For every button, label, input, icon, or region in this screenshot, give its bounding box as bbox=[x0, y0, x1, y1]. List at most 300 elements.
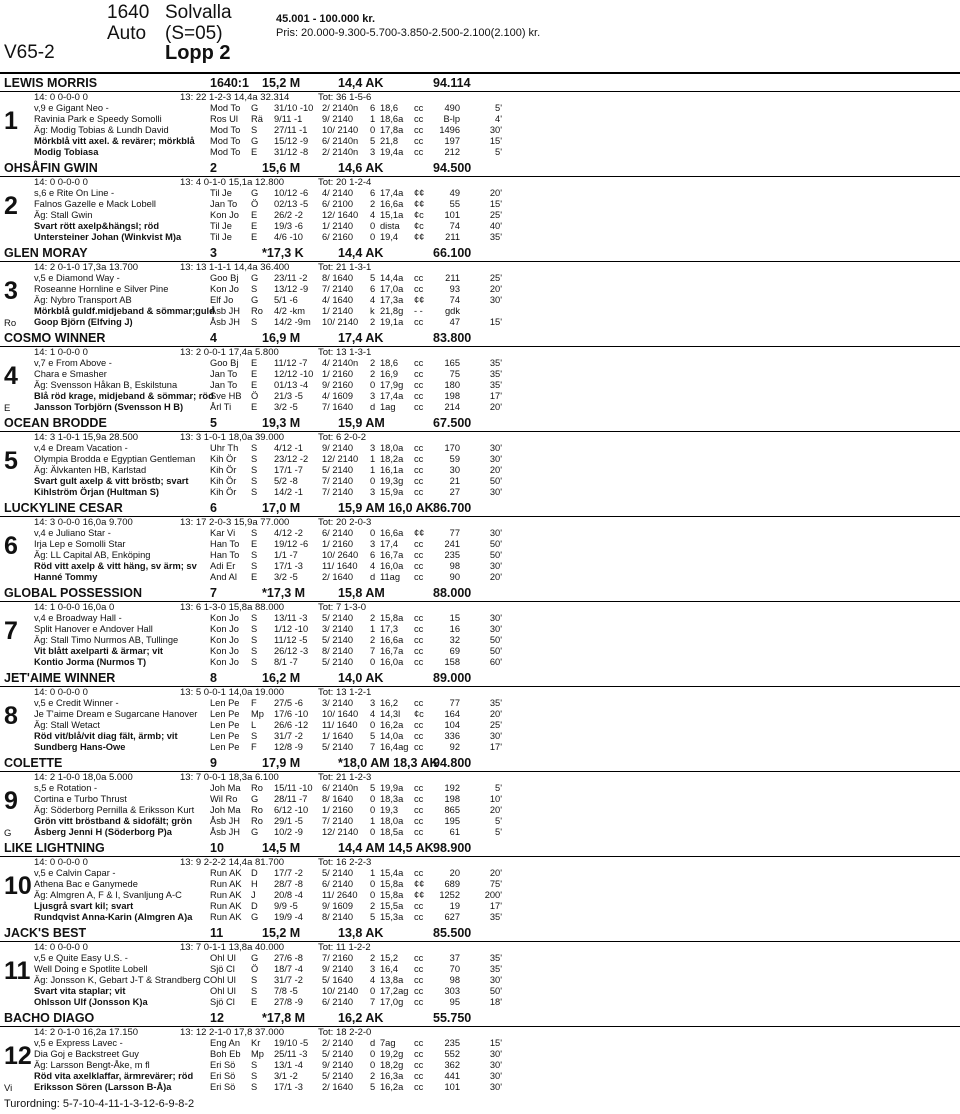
race-line-cell: Ljusgrå svart kil; svart bbox=[34, 901, 134, 911]
race-line-cell: Äg: Stall Timo Nurmos AB, Tullinge bbox=[34, 635, 179, 645]
race-line-cell: 31/7 -2 bbox=[274, 731, 303, 741]
total-earnings: 86.700 bbox=[433, 501, 472, 515]
start-number: 3 bbox=[4, 277, 18, 305]
race-line-cell: 20' bbox=[489, 402, 502, 412]
race-line-cell: F bbox=[251, 698, 257, 708]
race-line-cell: 15' bbox=[489, 1038, 502, 1048]
race-number: Lopp 2 bbox=[165, 42, 231, 64]
race-line-cell: cc bbox=[414, 273, 424, 283]
race-line bbox=[0, 136, 960, 147]
race-line-cell: ¢¢ bbox=[414, 232, 425, 242]
race-line-cell: 18,6 bbox=[380, 103, 399, 113]
race-line-cell: Äg: Modig Tobias & Lundh David bbox=[34, 125, 169, 135]
race-line-cell: Röd vit/blå/vit diag fält, ärmb; vit bbox=[34, 731, 178, 741]
race-line-cell: 5 bbox=[370, 136, 376, 146]
race-line-cell: Svart gult axelp & vitt bröstb; svart bbox=[34, 476, 189, 486]
race-line-cell: 13/1 -4 bbox=[274, 1060, 303, 1070]
race-line-cell: 12/12 -10 bbox=[274, 369, 314, 379]
race-line-cell: 60' bbox=[489, 657, 502, 667]
race-line-cell: 77 bbox=[449, 698, 460, 708]
race-line-cell: 0 bbox=[370, 221, 376, 231]
race-line-cell: cc bbox=[414, 698, 424, 708]
race-line-cell: 16,4 bbox=[380, 964, 399, 974]
race-line-cell: E bbox=[251, 997, 258, 1007]
race-line-cell: Eri Sö bbox=[210, 1082, 236, 1092]
race-line-cell: 2/ 2140 bbox=[322, 1038, 354, 1048]
race-line bbox=[0, 975, 960, 986]
race-line-cell: 30' bbox=[489, 295, 502, 305]
race-line-cell: 235 bbox=[444, 550, 460, 560]
race-line-cell: 1496 bbox=[439, 125, 460, 135]
race-line-cell: Ö bbox=[251, 391, 259, 401]
start-number: 1 bbox=[4, 107, 18, 135]
race-line-cell: Röd vita axelklaffar, ärmrevärer; röd bbox=[34, 1071, 194, 1081]
race-line-cell: Åsb JH bbox=[210, 306, 240, 316]
race-line-cell: cc bbox=[414, 646, 424, 656]
post-position: 10 bbox=[210, 841, 224, 855]
game-type: V65-2 bbox=[4, 42, 55, 63]
race-line-cell: cc bbox=[414, 805, 424, 815]
race-line-cell: 0 bbox=[370, 1049, 376, 1059]
race-line-cell: 20' bbox=[489, 284, 502, 294]
race-line-cell: Kih Ör bbox=[210, 465, 237, 475]
race-line-cell: cc bbox=[414, 136, 424, 146]
race-line-cell: E bbox=[251, 210, 258, 220]
race-line-cell: 4/6 -10 bbox=[274, 232, 303, 242]
race-line-cell: Rä bbox=[251, 114, 263, 124]
horse-entry bbox=[0, 246, 960, 331]
race-line-cell: 18/7 -4 bbox=[274, 964, 303, 974]
race-line-cell: 4 bbox=[370, 210, 376, 220]
race-line-cell: 9/ 2140 bbox=[322, 1060, 354, 1070]
race-line-cell: 30' bbox=[489, 613, 502, 623]
stats-last-year: 13: 3 1-0-1 18,0a 39.000 bbox=[180, 432, 285, 443]
race-line-cell: Röd vitt axelp & vitt häng, sv ärm; sv bbox=[34, 561, 197, 571]
race-line-cell: 8/1 -7 bbox=[274, 657, 298, 667]
race-line-cell: cc bbox=[414, 454, 424, 464]
record-time: 14,4 AM 14,5 AK bbox=[338, 841, 434, 855]
race-line-cell: 17,3 bbox=[380, 624, 399, 634]
race-line-cell: 8/ 1640 bbox=[322, 794, 354, 804]
race-line-cell: 30' bbox=[489, 975, 502, 985]
race-line-cell: 0 bbox=[370, 1060, 376, 1070]
race-line-cell: S bbox=[251, 731, 258, 741]
race-line-cell: 17,4a bbox=[380, 391, 404, 401]
stats-last-year: 13: 22 1-2-3 14,4a 32.314 bbox=[180, 92, 290, 103]
race-line-cell: Elf Jo bbox=[210, 295, 234, 305]
race-line bbox=[0, 868, 960, 879]
shoe-info: Ro bbox=[4, 318, 17, 329]
race-line-cell: 3 bbox=[370, 698, 376, 708]
race-line-cell: Til Je bbox=[210, 221, 232, 231]
race-line-cell: 16,0a bbox=[380, 657, 404, 667]
race-line-cell: 5' bbox=[495, 816, 502, 826]
race-line-cell: 3/2 -5 bbox=[274, 402, 298, 412]
race-line-cell: 1/ 1640 bbox=[322, 731, 354, 741]
race-line-cell: 1/ 2160 bbox=[322, 805, 354, 815]
race-line bbox=[0, 199, 960, 210]
race-line-cell: Hanné Tommy bbox=[34, 572, 98, 582]
race-line-cell: 10/12 -6 bbox=[274, 188, 309, 198]
race-line-cell: 18,5a bbox=[380, 827, 404, 837]
race-line-cell: Kontio Jorma (Nurmos T) bbox=[34, 657, 147, 667]
race-line-cell: 20/8 -4 bbox=[274, 890, 303, 900]
race-line-cell: Kon Jo bbox=[210, 657, 239, 667]
race-line-cell: 77 bbox=[449, 528, 460, 538]
race-line-cell: Modig Tobiasa bbox=[34, 147, 99, 157]
record-time: 16,2 AK bbox=[338, 1011, 384, 1025]
race-line-cell: 16,6a bbox=[380, 528, 404, 538]
start-number: 4 bbox=[4, 362, 18, 390]
race-line-cell: 5/ 2140 bbox=[322, 868, 354, 878]
race-line-cell: 30' bbox=[489, 125, 502, 135]
race-line-cell: 17,3a bbox=[380, 295, 404, 305]
race-line bbox=[0, 720, 960, 731]
race-line bbox=[0, 273, 960, 284]
race-line-cell: F bbox=[251, 742, 257, 752]
race-line-cell: 5/1 -6 bbox=[274, 295, 298, 305]
race-line-cell: 27/11 -1 bbox=[274, 125, 308, 135]
race-line-cell: Ohl Ul bbox=[210, 975, 236, 985]
start-number: 10 bbox=[4, 872, 32, 900]
race-line-cell: S bbox=[251, 657, 258, 667]
race-line-cell: 35' bbox=[489, 380, 502, 390]
race-line-cell: Svart vita staplar; vit bbox=[34, 986, 126, 996]
race-line-cell: Ro bbox=[251, 805, 263, 815]
horse-entry bbox=[0, 1011, 960, 1096]
race-line-cell: 20' bbox=[489, 188, 502, 198]
race-line-cell: Mp bbox=[251, 1049, 264, 1059]
best-time: 16,9 M bbox=[262, 331, 301, 345]
race-line-cell: 1/ 2160 bbox=[322, 539, 354, 549]
stats-row bbox=[0, 517, 960, 528]
race-line-cell: S bbox=[251, 476, 258, 486]
race-line-cell: 74 bbox=[449, 295, 460, 305]
race-line-cell: G bbox=[251, 273, 259, 283]
race-line-cell: cc bbox=[414, 816, 424, 826]
record-time: 14,4 AK bbox=[338, 246, 384, 260]
race-line-cell: 14,3l bbox=[380, 709, 401, 719]
race-line-cell: 101 bbox=[444, 1082, 460, 1092]
race-line bbox=[0, 953, 960, 964]
race-line-cell: Mörkblå guldf.midjeband & sömmar;guld bbox=[34, 306, 215, 316]
race-line-cell: Äg: Stall Wetact bbox=[34, 720, 100, 730]
race-line-cell: v,5 e Diamond Way - bbox=[34, 273, 120, 283]
race-line-cell: Len Pe bbox=[210, 731, 240, 741]
horse-name: GLOBAL POSSESSION bbox=[4, 586, 142, 600]
race-line-cell: 9/ 2140 bbox=[322, 964, 354, 974]
race-line-cell: Kih Ör bbox=[210, 487, 237, 497]
race-line-cell: 75' bbox=[489, 879, 502, 889]
race-line bbox=[0, 295, 960, 306]
horse-entry bbox=[0, 416, 960, 501]
race-line-cell: Mod To bbox=[210, 103, 241, 113]
stats-current-year: 14: 0 0-0-0 0 bbox=[34, 687, 88, 698]
race-line-cell: 26/2 -2 bbox=[274, 210, 303, 220]
race-line-cell: Jansson Torbjörn (Svensson H B) bbox=[34, 402, 184, 412]
post-position: 3 bbox=[210, 246, 217, 260]
race-line-cell: Untersteiner Johan (Winkvist M)a bbox=[34, 232, 182, 242]
race-line bbox=[0, 624, 960, 635]
race-line-cell: Mp bbox=[251, 709, 264, 719]
race-line-cell: G bbox=[251, 953, 259, 963]
start-number: 7 bbox=[4, 617, 18, 645]
race-line-cell: G bbox=[251, 188, 259, 198]
race-line-cell: 13,8a bbox=[380, 975, 404, 985]
race-line-cell: cc bbox=[414, 1038, 424, 1048]
post-position: 6 bbox=[210, 501, 217, 515]
race-line bbox=[0, 369, 960, 380]
race-line-cell: 16,7a bbox=[380, 646, 404, 656]
record-time: 17,4 AK bbox=[338, 331, 384, 345]
race-line-cell: 6/12 -10 bbox=[274, 805, 309, 815]
race-line-cell: D bbox=[251, 868, 258, 878]
race-line-cell: 195 bbox=[444, 816, 460, 826]
race-line-cell: 0 bbox=[370, 827, 376, 837]
race-line-cell: 16,2a bbox=[380, 720, 404, 730]
race-line-cell: 1 bbox=[370, 816, 376, 826]
race-line-cell: 3 bbox=[370, 964, 376, 974]
race-line-cell: 93 bbox=[449, 284, 460, 294]
race-line-cell: Eri Sö bbox=[210, 1060, 236, 1070]
race-line-cell: 12/8 -9 bbox=[274, 742, 303, 752]
race-line-cell: 18,0a bbox=[380, 443, 404, 453]
race-line-cell: Kon Jo bbox=[210, 210, 239, 220]
race-line bbox=[0, 635, 960, 646]
race-line-cell: 3/ 2140 bbox=[322, 698, 354, 708]
race-line-cell: S bbox=[251, 646, 258, 656]
race-line-cell: E bbox=[251, 572, 258, 582]
race-line-cell: Kon Jo bbox=[210, 646, 239, 656]
race-line bbox=[0, 816, 960, 827]
total-earnings: 89.000 bbox=[433, 671, 472, 685]
race-line-cell: Åsberg Jenni H (Söderborg P)a bbox=[34, 827, 172, 837]
horse-title-row bbox=[0, 331, 960, 347]
race-line-cell: 31/10 -10 bbox=[274, 103, 314, 113]
race-line-cell: 2 bbox=[370, 317, 376, 327]
race-line-cell: S bbox=[251, 561, 258, 571]
race-line-cell: 17,8a bbox=[380, 125, 404, 135]
race-line-cell: 19,2g bbox=[380, 1049, 404, 1059]
horse-title-row bbox=[0, 416, 960, 432]
start-number: 5 bbox=[4, 447, 18, 475]
race-line-cell: 10' bbox=[489, 794, 502, 804]
race-line-cell: 19,3 bbox=[380, 805, 399, 815]
race-line bbox=[0, 147, 960, 158]
horse-name: OCEAN BRODDE bbox=[4, 416, 107, 430]
race-line-cell: 30' bbox=[489, 443, 502, 453]
distance: 1640 bbox=[107, 2, 150, 23]
race-line-cell: 164 bbox=[444, 709, 460, 719]
race-line-cell: Len Pe bbox=[210, 742, 240, 752]
race-line-cell: 7/ 2140 bbox=[322, 816, 354, 826]
race-line-cell: 192 bbox=[444, 783, 460, 793]
race-line-cell: 90 bbox=[449, 572, 460, 582]
race-line-cell: 16,7a bbox=[380, 550, 404, 560]
race-line-cell: Athena Bac e Ganymede bbox=[34, 879, 138, 889]
horse-title-row bbox=[0, 161, 960, 177]
race-line-cell: Eri Sö bbox=[210, 1071, 236, 1081]
race-line-cell: 15' bbox=[489, 136, 502, 146]
race-line-cell: G bbox=[251, 295, 259, 305]
race-line-cell: 3/2 -5 bbox=[274, 572, 298, 582]
prize-list: Pris: 20.000-9.300-5.700-3.850-2.500-2.100(2.100) kr. bbox=[276, 27, 541, 39]
start-number: 8 bbox=[4, 702, 18, 730]
stats-last-year: 13: 4 0-1-0 15,1a 12.800 bbox=[180, 177, 285, 188]
race-line bbox=[0, 125, 960, 136]
stats-total: Tot: 7 1-3-0 bbox=[318, 602, 367, 613]
race-line-cell: 6/ 2160 bbox=[322, 232, 354, 242]
race-line-cell: 3 bbox=[370, 391, 376, 401]
race-line-cell: 17/1 -3 bbox=[274, 561, 303, 571]
race-line-cell: cc bbox=[414, 731, 424, 741]
race-line-cell: 7 bbox=[370, 646, 376, 656]
race-line-cell: 1/ 2160 bbox=[322, 369, 354, 379]
race-line-cell: Ros Ul bbox=[210, 114, 238, 124]
race-line-cell: D bbox=[251, 901, 258, 911]
total-earnings: 85.500 bbox=[433, 926, 472, 940]
race-line-cell: 4' bbox=[495, 114, 502, 124]
horse-title-row bbox=[0, 756, 960, 772]
race-line-cell: 25' bbox=[489, 273, 502, 283]
race-line-cell: 2 bbox=[370, 358, 376, 368]
race-line-cell: 5 bbox=[370, 273, 376, 283]
horse-entry bbox=[0, 331, 960, 416]
race-line-cell: cc bbox=[414, 901, 424, 911]
race-line-cell: E bbox=[251, 539, 258, 549]
race-line-cell: Ö bbox=[251, 199, 259, 209]
race-line-cell: 19,4 bbox=[380, 232, 399, 242]
race-line-cell: s,6 e Rite On Line - bbox=[34, 188, 115, 198]
stats-row bbox=[0, 857, 960, 868]
race-line-cell: 7/ 1640 bbox=[322, 402, 354, 412]
race-line bbox=[0, 698, 960, 709]
race-line-cell: 29/1 -5 bbox=[274, 816, 303, 826]
race-line-cell: 21/3 -5 bbox=[274, 391, 303, 401]
horse-name: GLEN MORAY bbox=[4, 246, 88, 260]
race-line bbox=[0, 709, 960, 720]
race-line-cell: Boh Eb bbox=[210, 1049, 241, 1059]
race-line-cell: G bbox=[251, 794, 259, 804]
race-line bbox=[0, 1049, 960, 1060]
race-line-cell: 6/ 2140 bbox=[322, 879, 354, 889]
race-line-cell: Äg: Stall Gwin bbox=[34, 210, 93, 220]
race-line-cell: E bbox=[251, 380, 258, 390]
race-line-cell: 30' bbox=[489, 487, 502, 497]
race-line-cell: cc bbox=[414, 147, 424, 157]
race-line bbox=[0, 221, 960, 232]
race-line-cell: 441 bbox=[444, 1071, 460, 1081]
race-line-cell: 7/ 2140 bbox=[322, 284, 354, 294]
race-line bbox=[0, 879, 960, 890]
race-line-cell: 14,4a bbox=[380, 273, 404, 283]
race-line-cell: Goo Bj bbox=[210, 273, 239, 283]
race-line bbox=[0, 476, 960, 487]
race-line-cell: ¢¢ bbox=[414, 528, 425, 538]
race-line-cell: 1 bbox=[370, 114, 376, 124]
race-line-cell: 15,1a bbox=[380, 210, 404, 220]
race-line-cell: E bbox=[251, 232, 258, 242]
race-line bbox=[0, 550, 960, 561]
horse-entry bbox=[0, 841, 960, 926]
race-line-cell: cc bbox=[414, 443, 424, 453]
race-line-cell: 61 bbox=[449, 827, 460, 837]
starting-order: Turordning: 5-7-10-4-11-1-3-12-6-9-8-2 bbox=[4, 1098, 195, 1110]
race-line-cell: H bbox=[251, 879, 258, 889]
race-line-cell: 5' bbox=[495, 827, 502, 837]
total-earnings: 94.114 bbox=[433, 76, 471, 90]
race-line-cell: ¢¢ bbox=[414, 890, 425, 900]
race-line-cell: ¢¢ bbox=[414, 199, 425, 209]
stats-current-year: 14: 0 0-0-0 0 bbox=[34, 92, 88, 103]
race-line-cell: 5' bbox=[495, 783, 502, 793]
race-line-cell: 11/12 -5 bbox=[274, 635, 308, 645]
race-line-cell: S bbox=[251, 624, 258, 634]
race-line-cell: Äg: Almgren A, F & I, Svanljung A-C bbox=[34, 890, 182, 900]
race-line-cell: 21,8 bbox=[380, 136, 399, 146]
race-line-cell: 20 bbox=[449, 868, 460, 878]
race-line-cell: Rundqvist Anna-Karin (Almgren A)a bbox=[34, 912, 193, 922]
race-line-cell: 1 bbox=[370, 624, 376, 634]
race-line-cell: Sjö Cl bbox=[210, 997, 235, 1007]
race-line-cell: Kih Ör bbox=[210, 476, 237, 486]
race-line-cell: Cortina e Turbo Thrust bbox=[34, 794, 127, 804]
best-time: *17,3 K bbox=[262, 246, 304, 260]
race-line-cell: Jan To bbox=[210, 199, 238, 209]
race-line-cell: S bbox=[251, 125, 258, 135]
stats-row bbox=[0, 1027, 960, 1038]
race-line-cell: 30' bbox=[489, 561, 502, 571]
race-line-cell: 35' bbox=[489, 912, 502, 922]
horse-title-row bbox=[0, 926, 960, 942]
stats-row bbox=[0, 92, 960, 103]
race-line-cell: 17,0g bbox=[380, 997, 404, 1007]
race-line-cell: 4 bbox=[370, 709, 376, 719]
race-line-cell: Jan To bbox=[210, 380, 238, 390]
race-line-cell: 241 bbox=[444, 539, 460, 549]
race-line-cell: Grön vitt bröstband & sidofält; grön bbox=[34, 816, 193, 826]
race-line-cell: 1 bbox=[370, 454, 376, 464]
race-line-cell: G bbox=[251, 136, 259, 146]
race-line bbox=[0, 188, 960, 199]
race-line-cell: Goo Bj bbox=[210, 358, 239, 368]
race-line-cell: 5/ 2140 bbox=[322, 657, 354, 667]
race-line-cell: 17/7 -2 bbox=[274, 868, 303, 878]
record-time: *18,0 AM 18,3 AK bbox=[338, 756, 439, 770]
race-line bbox=[0, 657, 960, 668]
stats-total: Tot: 20 2-0-3 bbox=[318, 517, 372, 528]
race-line-cell: 14/2 -9m bbox=[274, 317, 311, 327]
race-line bbox=[0, 380, 960, 391]
total-earnings: 66.100 bbox=[433, 246, 472, 260]
race-line-cell: 30' bbox=[489, 454, 502, 464]
race-line-cell: 4/ 2140n bbox=[322, 358, 359, 368]
race-line-cell: 362 bbox=[444, 1060, 460, 1070]
shoe-info: Vi bbox=[4, 1083, 13, 1094]
race-line-cell: 19/12 -6 bbox=[274, 539, 309, 549]
race-line-cell: ¢c bbox=[414, 221, 424, 231]
race-line-cell: Roseanne Hornline e Silver Pine bbox=[34, 284, 169, 294]
race-line-cell: ¢c bbox=[414, 210, 424, 220]
race-line-cell: S bbox=[251, 317, 258, 327]
race-line-cell: 10/ 2140 bbox=[322, 125, 359, 135]
race-line-cell: 1252 bbox=[439, 890, 460, 900]
race-line-cell: 12/ 2140 bbox=[322, 454, 359, 464]
race-line-cell: 3 bbox=[370, 539, 376, 549]
race-line-cell: 17/1 -7 bbox=[274, 465, 303, 475]
race-line-cell: 50' bbox=[489, 539, 502, 549]
race-line-cell: 35' bbox=[489, 358, 502, 368]
